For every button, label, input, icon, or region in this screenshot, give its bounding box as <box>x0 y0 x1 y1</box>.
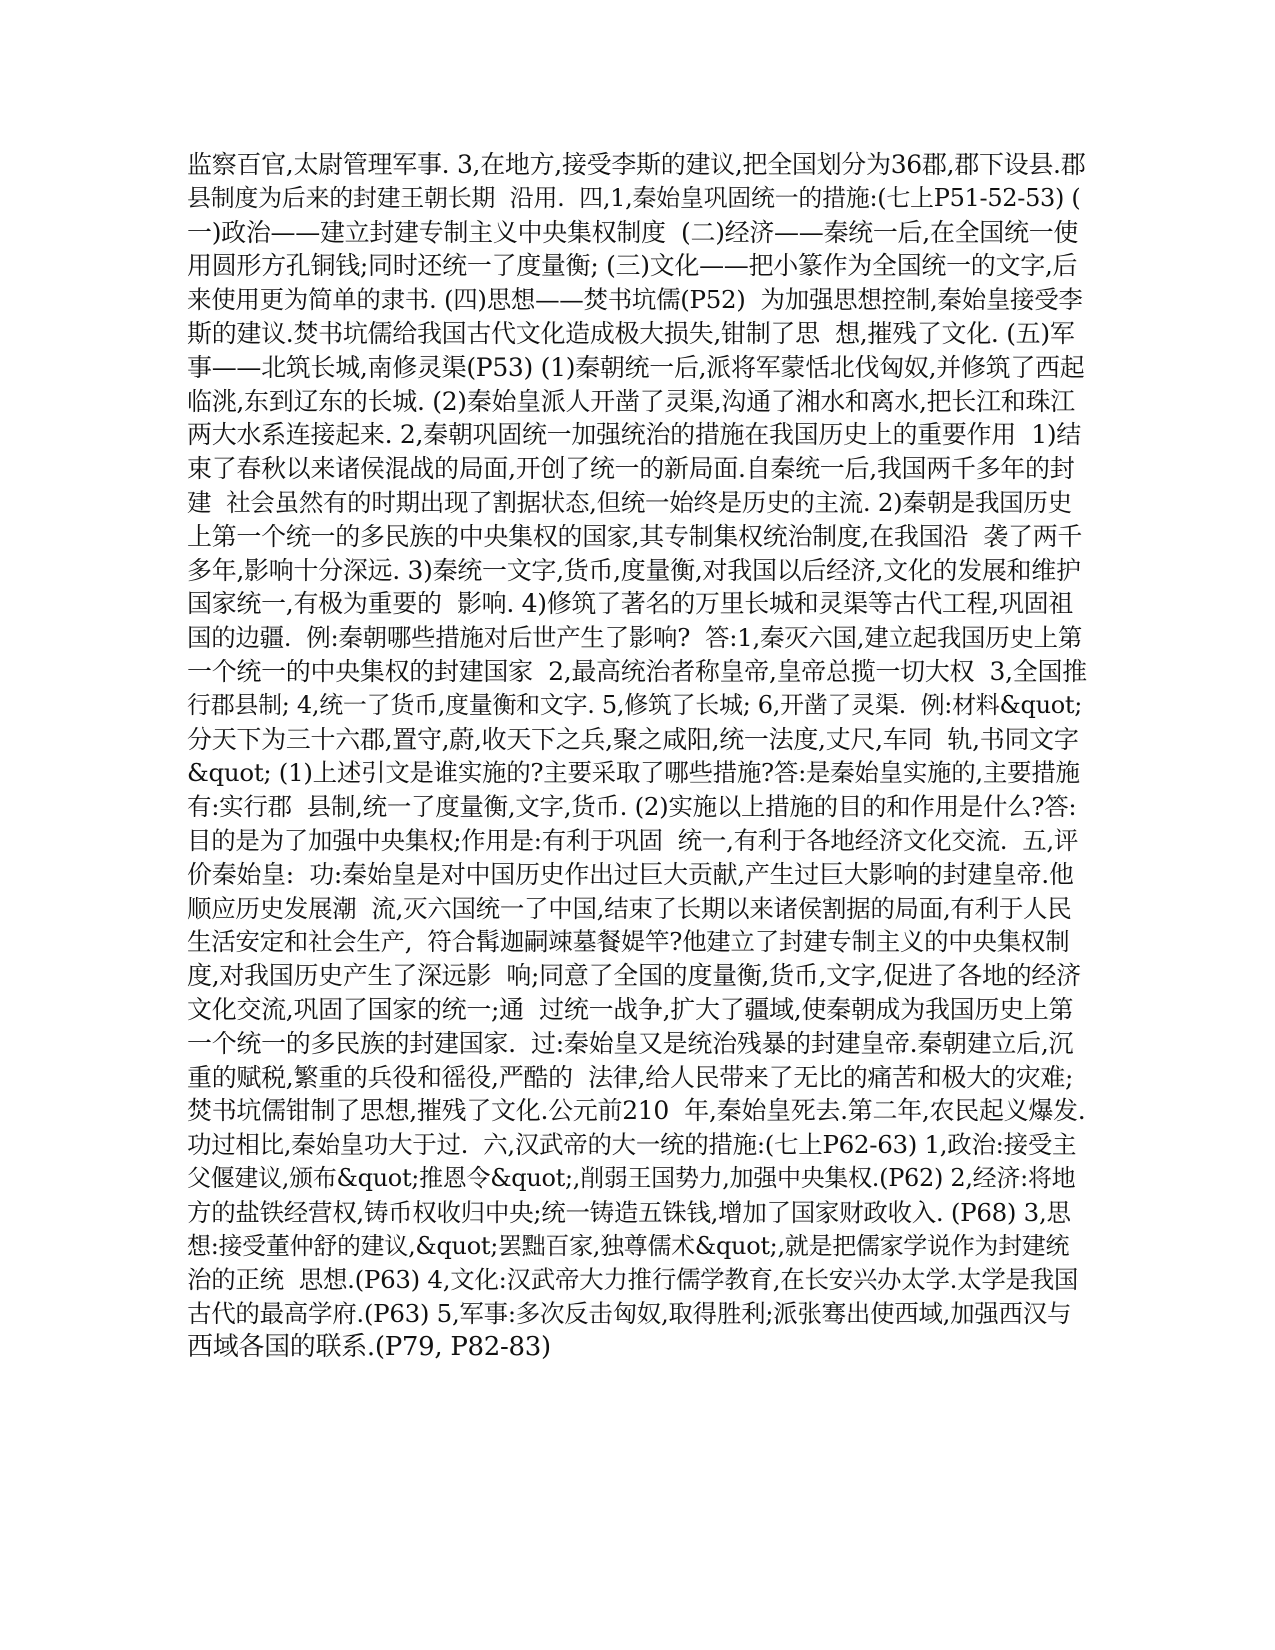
text-line: 顺应历史发展潮 流,灭六国统一了中国,结束了长期以来诸侯割据的局面,有利于人民 <box>187 893 1072 923</box>
text-line: 用圆形方孔铜钱;同时还统一了度量衡; (三)文化——把小篆作为全国统一的文字,后 <box>187 251 1078 281</box>
text-line: 事——北筑长城,南修灵渠(P53) (1)秦朝统一后,派将军蒙恬北伐匈奴,并修筑了西起 <box>187 352 1085 382</box>
text-line: 一个统一的中央集权的封建国家 2,最高统治者称皇帝,皇帝总揽一切大权 3,全国推 <box>187 656 1087 686</box>
text-line: &quot; (1)上述引文是谁实施的?主要采取了哪些措施?答:是秦始皇实施的,主要措施 <box>187 758 1080 788</box>
text-line: 生活安定和社会生产, 符合髯迦嗣竦墓餐媞竿?他建立了封建专制主义的中央集权制 <box>187 927 1070 957</box>
text-line: 行郡县制; 4,统一了货币,度量衡和文字. 5,修筑了长城; 6,开凿了灵渠. 例:材料&quot; <box>187 690 1083 719</box>
text-line: 焚书坑儒钳制了思想,摧残了文化.公元前210 年,秦始皇死去.第二年,农民起义爆发. <box>187 1096 1086 1126</box>
text-line: 国的边疆. 例:秦朝哪些措施对后世产生了影响? 答:1,秦灭六国,建立起我国历史上第 <box>187 623 1083 653</box>
text-line: 束了春秋以来诸侯混战的局面,开创了统一的新局面.自秦统一后,我国两千多年的封 <box>187 454 1075 484</box>
text-line: 斯的建议.焚书坑儒给我国古代文化造成极大损失,钳制了思 想,摧残了文化. (五)军 <box>187 318 1075 348</box>
text-line: 想:接受董仲舒的建议,&quot;罢黜百家,独尊儒术&quot;,就是把儒家学说作为封建统 <box>187 1231 1070 1260</box>
text-line: 国家统一,有极为重要的 影响. 4)修筑了著名的万里长城和灵渠等古代工程,巩固祖 <box>187 589 1074 619</box>
text-line: 多年,影响十分深远. 3)秦统一文字,货币,度量衡,对我国以后经济,文化的发展和维护 <box>187 555 1081 585</box>
body-text <box>187 148 1087 1365</box>
text-line: 上第一个统一的多民族的中央集权的国家,其专制集权统治制度,在我国沿 袭了两千 <box>187 521 1083 551</box>
text-line: 重的赋税,繁重的兵役和徭役,严酷的 法律,给人民带来了无比的痛苦和极大的灾难; <box>187 1062 1074 1092</box>
text-line: 度,对我国历史产生了深远影 响;同意了全国的度量衡,货币,文字,促进了各地的经济 <box>187 961 1081 991</box>
text-line: 文化交流,巩固了国家的统一;通 过统一战争,扩大了疆域,使秦朝成为我国历史上第 <box>187 994 1074 1024</box>
text-line: 功过相比,秦始皇功大于过. 六,汉武帝的大一统的措施:(七上P62-63) 1,政治:接受主 <box>187 1130 1077 1160</box>
text-line: 一个统一的多民族的封建国家. 过:秦始皇又是统治残暴的封建皇帝.秦朝建立后,沉 <box>187 1028 1074 1058</box>
text-line: 建 社会虽然有的时期出现了割据状态,但统一始终是历史的主流. 2)秦朝是我国历史 <box>187 487 1072 517</box>
text-line: 临洮,东到辽东的长城. (2)秦始皇派人开凿了灵渠,沟通了湘水和离水,把长江和珠江 <box>187 386 1075 416</box>
text-line: 目的是为了加强中央集权;作用是:有利于巩固 统一,有利于各地经济文化交流. 五,评 <box>187 825 1079 855</box>
text-line: 分天下为三十六郡,置守,蔚,收天下之兵,聚之咸阳,统一法度,丈尺,车同 轨,书同文字 <box>187 724 1079 754</box>
text-line: 来使用更为简单的隶书. (四)思想——焚书坑儒(P52) 为加强思想控制,秦始皇接受李 <box>187 285 1083 315</box>
text-line: 西域各国的联系.(P79, P82-83) <box>187 1331 551 1362</box>
text-line: 古代的最高学府.(P63) 5,军事:多次反击匈奴,取得胜利;派张骞出使西域,加强西汉与 <box>187 1299 1072 1329</box>
text-line: 治的正统 思想.(P63) 4,文化:汉武帝大力推行儒学教育,在长安兴办太学.太学是我国 <box>187 1265 1079 1295</box>
text-line: 有:实行郡 县制,统一了度量衡,文字,货币. (2)实施以上措施的目的和作用是什么?答: <box>187 792 1077 822</box>
text-line: 县制度为后来的封建王朝长期 沿用. 四,1,秦始皇巩固统一的措施:(七上P51-52-53) ( <box>187 183 1081 212</box>
text-line: 价秦始皇: 功:秦始皇是对中国历史作出过巨大贡献,产生过巨大影响的封建皇帝.他 <box>187 859 1074 889</box>
text-line: 父偃建议,颁布&quot;推恩令&quot;,削弱王国势力,加强中央集权.(P62) 2,经济:将地 <box>187 1163 1076 1192</box>
text-line: 监察百官,太尉管理军事. 3,在地方,接受李斯的建议,把全国划分为36郡,郡下设县.郡 <box>187 150 1086 179</box>
text-line: 方的盐铁经营权,铸币权收归中央;统一铸造五铢钱,增加了国家财政收入. (P68) 3,思 <box>187 1197 1071 1227</box>
text-line: 两大水系连接起来. 2,秦朝巩固统一加强统治的措施在我国历史上的重要作用 1)结 <box>187 420 1082 450</box>
text-line: 一)政治——建立封建专制主义中央集权制度 (二)经济——秦统一后,在全国统一使 <box>187 217 1079 247</box>
